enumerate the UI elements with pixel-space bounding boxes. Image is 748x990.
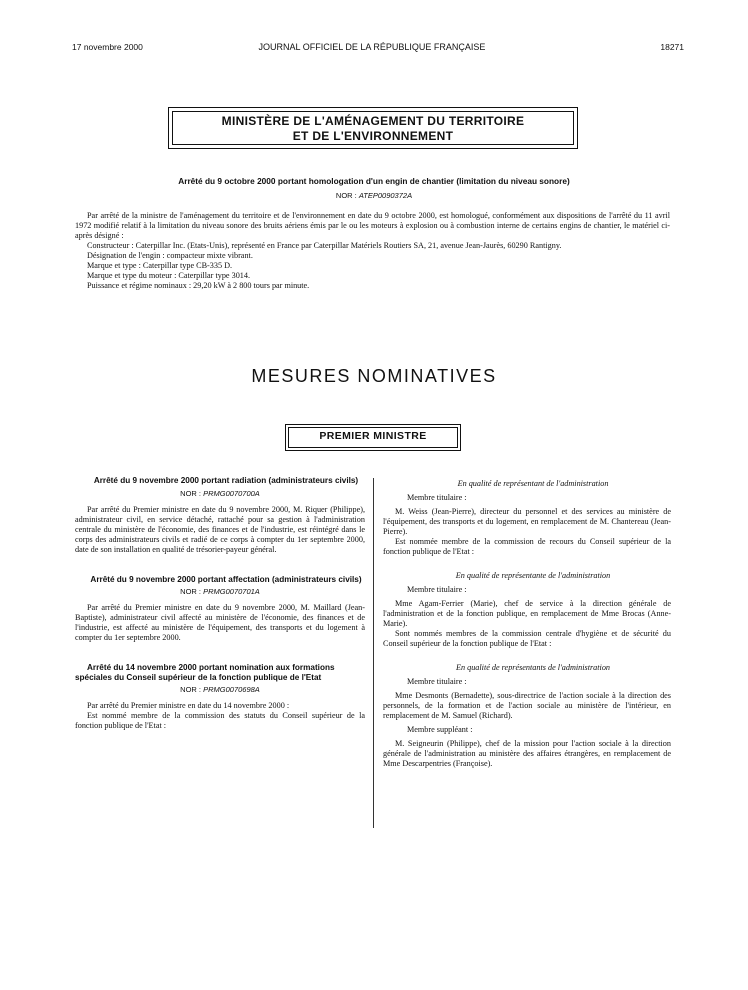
qualite-heading-2: En qualité de représentante de l'administration	[455, 571, 611, 580]
nomination-weiss: M. Weiss (Jean-Pierre), directeur du personnel et des services au ministère de l'équipement, des transports et du logement, en remplacement de M. Chantereau (Jean-Pierre).	[383, 507, 671, 536]
membre-label-2: Membre titulaire :	[407, 585, 467, 594]
arrete-1-body: Par arrêté du Premier ministre en date du 9 novembre 2000, M. Riquer (Philippe), administrateur civil, en service détaché, rattaché pour sa gestion à l'administration centrale du ministère de l'économie, des finances et de l'industrie, est réintégré dans le corps des administrateurs civils et radié de ce corps à compter du 1er septembre 2000, date de son installation en qualité de trésorier-payeur général.	[75, 504, 365, 554]
nomination-desmonts: Mme Desmonts (Bernadette), sous-directrice de l'action sociale à la direction des personnels, de la formation et de l'action sociale au ministère de l'intérieur, en remplacement de M. Samuel (Richard).	[383, 691, 671, 720]
membre-label-4: Membre suppléant :	[407, 725, 473, 734]
arrete-main-nor	[80, 191, 668, 200]
commission-hygiene: Sont nommés membres de la commission centrale d'hygiène et de sécurité du Conseil supérieur de la fonction publique de l'Etat :	[383, 629, 671, 648]
nomination-agam-ferrier: Mme Agam-Ferrier (Marie), chef de service à la direction générale de l'administration et de la fonction publique, en remplacement de Mme Brocas (Anne-Marie).	[383, 599, 671, 628]
ministry-box	[168, 107, 578, 149]
commission-recours: Est nommée membre de la commission de recours du Conseil supérieur de la fonction publique de l'Etat :	[383, 537, 671, 556]
arrete-3-nor	[75, 685, 365, 695]
nor-code: PRMG0070701A	[203, 587, 260, 596]
nor-label: NOR :	[335, 191, 357, 200]
nor-code: PRMG0070698A	[203, 685, 260, 694]
journal-title: JOURNAL OFFICIEL DE LA RÉPUBLIQUE FRANÇAISE	[258, 42, 486, 52]
nor-code: PRMG0070700A	[203, 488, 260, 498]
arrete-3-p1: Par arrêté du Premier ministre en date du 14 novembre 2000 :	[87, 701, 290, 710]
ministry-title-line2: ET DE L'ENVIRONNEMENT	[292, 129, 454, 143]
arrete-main-designation: Désignation de l'engin : compacteur mixte vibrant.	[87, 251, 253, 260]
page-header	[60, 42, 684, 56]
ministry-title	[172, 111, 574, 145]
mesures-nominatives-title: MESURES NOMINATIVES	[251, 366, 497, 386]
nomination-seigneurin: M. Seigneurin (Philippe), chef de la mission pour l'action sociale à la direction générale de l'administration au ministère des affaires étrangères, en remplacement de Mme Descarpentries (Françoise).	[383, 739, 671, 768]
arrete-2-title: Arrêté du 9 novembre 2000 portant affectation (administrateurs civils)	[90, 574, 362, 584]
arrete-main-intro: Par arrêté de la ministre de l'aménagement du territoire et de l'environnement en date du 9 octobre 2000, est homologué, conformément aux dispositions de l'arrêté du 11 avril 1972 modifié relatif à la limitation du niveau sonore des bruits aériens émis par le ou les moteurs à explosion ou à combustion interne de certains engins de chantier, le matériel ci-après désigné :	[75, 211, 670, 240]
page-number: 18271	[660, 42, 684, 52]
header-date: 17 novembre 2000	[72, 42, 143, 52]
premier-ministre-title: PREMIER MINISTRE	[288, 427, 458, 448]
arrete-1-title: Arrêté du 9 novembre 2000 portant radiation (administrateurs civils)	[93, 476, 359, 485]
arrete-main-title: Arrêté du 9 octobre 2000 portant homologation d'un engin de chantier (limitation du niveau sonore)	[178, 176, 570, 186]
qualite-heading-3: En qualité de représentants de l'administration	[455, 663, 611, 672]
nor-label: NOR :	[180, 587, 202, 596]
arrete-2-nor	[75, 587, 365, 597]
nor-label: NOR :	[180, 488, 202, 498]
arrete-1-nor	[75, 489, 365, 499]
nor-label: NOR :	[180, 685, 202, 694]
right-column	[383, 479, 671, 769]
membre-label-1: Membre titulaire :	[407, 493, 467, 502]
left-column	[75, 476, 365, 731]
nor-code: ATEP0090372A	[358, 191, 413, 200]
arrete-main-puissance: Puissance et régime nominaux : 29,20 kW à 2 800 tours par minute.	[87, 281, 310, 290]
premier-ministre-box	[285, 424, 461, 451]
ministry-title-line1: MINISTÈRE DE L'AMÉNAGEMENT DU TERRITOIRE	[221, 114, 525, 128]
arrete-main-body	[75, 211, 670, 291]
arrete-main-constructeur: Constructeur : Caterpillar Inc. (Etats-Unis), représenté en France par Caterpillar Matériels Routiers SA, 21, avenue Jean-Jaurès, 60290 Rantigny.	[87, 241, 562, 250]
column-divider	[373, 478, 374, 828]
arrete-3-p2: Est nommé membre de la commission des statuts du Conseil supérieur de la fonction publique de l'Etat :	[75, 711, 365, 730]
arrete-3-title: Arrêté du 14 novembre 2000 portant nomination aux formations spéciales du Conseil supérieur de la fonction publique de l'Etat	[75, 663, 335, 682]
arrete-2-body: Par arrêté du Premier ministre en date du 9 novembre 2000, M. Maillard (Jean-Baptiste), administrateur civil affecté au ministère de l'économie, des finances et de l'industrie, est affecté au ministère de l'équipement, des transports et du logement à compter du 1er septembre 2000.	[75, 603, 365, 642]
arrete-main-marque: Marque et type : Caterpillar type CB-335 D.	[87, 261, 233, 270]
membre-label-3: Membre titulaire :	[407, 677, 467, 686]
qualite-heading-1: En qualité de représentant de l'administration	[457, 479, 609, 488]
arrete-main-moteur: Marque et type du moteur : Caterpillar type 3014.	[87, 271, 251, 280]
